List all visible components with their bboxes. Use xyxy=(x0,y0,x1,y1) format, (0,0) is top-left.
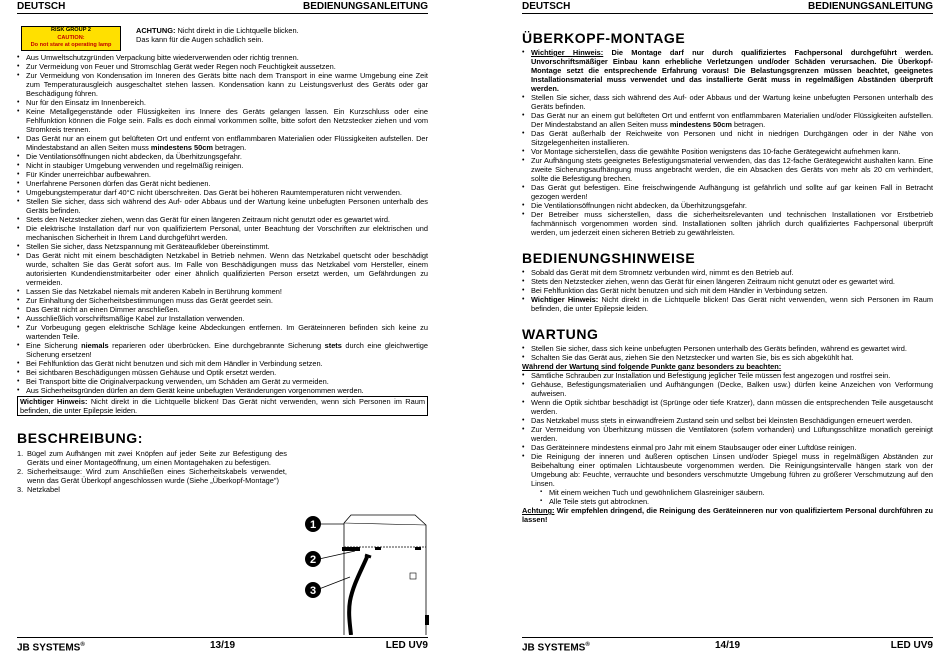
header-title: BEDIENUNGSANLEITUNG xyxy=(807,1,933,12)
item-text: Netzkabel xyxy=(27,485,60,494)
list-item: • Die Ventilationsöffnungen nicht abdecken, da Überhitzungsgefahr. xyxy=(522,201,933,210)
brand-name: JB SYSTEMS xyxy=(522,642,586,654)
list-item: • Wenn die Optik sichtbar beschädigt ist (Sprünge oder tiefe Kratzer), dann müssen die entsprechenden Teile ausgetauscht werden. xyxy=(522,398,933,416)
list-item: • Die Ventilationsöffnungen nicht abdecken, da Überhitzungsgefahr. xyxy=(17,152,428,161)
list-item xyxy=(522,295,933,313)
list-item: ▪ Mit einem weichen Tuch und gewöhnlichem Glasreiniger säubern. xyxy=(540,488,933,497)
warning-label: ACHTUNG: xyxy=(136,26,176,35)
list-item: • Nur für den Einsatz im Innenbereich. xyxy=(17,98,428,107)
section-title: BEDIENUNGSHINWEISE xyxy=(522,250,696,266)
callout-number: 1 xyxy=(309,519,317,531)
list-item xyxy=(522,111,933,129)
list-item: • Stellen Sie sicher, dass Netzspannung mit Geräteaufkleber übereinstimmt. xyxy=(17,242,428,251)
device-illustration xyxy=(319,515,429,635)
list-item: • Ausschließlich vorschriftsmäßige Kabel zur Installation verwenden. xyxy=(17,314,428,323)
registered-mark: ® xyxy=(585,642,590,648)
model-name: LED UV9 xyxy=(890,640,933,651)
page-header xyxy=(17,0,428,14)
list-item-bold: mindestens 50cm xyxy=(669,120,732,129)
page-number: 13/19 xyxy=(209,640,236,651)
section-title: ÜBERKOPF-MONTAGE xyxy=(522,30,686,46)
callout-number: 2 xyxy=(309,554,317,566)
list-item-text: Eine Sicherung xyxy=(26,341,82,350)
list-item: • Keine Metallgegenstände oder Flüssigkeiten ins Innere des Geräts gelangen lassen. Ein Kurzschluss oder eine Fehlfunktion können die Folge sein. Falls es doch einmal vorkommen sollte, bitte sofort den Netzstecker ziehen und vom Stromkreis trennen. xyxy=(17,107,428,134)
list-item: • Der Betreiber muss sicherstellen, dass die sicherheitsrelevanten und technischen Installationen vor Erstbetrieb fachmännisch vorgenommen worden sind. Installationen sollten jährlich durch qualifiziertes Fachpersonal überprüft werden, um jederzeit einen sicheren Betrieb zu gewährleisten. xyxy=(522,210,933,237)
maintenance-checklist xyxy=(522,371,933,488)
list-item: • Stellen Sie sicher, dass sich während des Auf- oder Abbaus und der Wartung keine unbefugten Personen unterhalb des Geräts befinden. xyxy=(17,197,428,215)
list-item: • Stets den Netzstecker ziehen, wenn das Gerät für einen längeren Zeitraum nicht genutzt oder es gewartet wird. xyxy=(522,277,933,286)
brand-name: JB SYSTEMS xyxy=(17,642,81,654)
list-item-bold: Die Montage darf nur durch qualifiziertes Fachpersonal durchgeführt werden. Unvorschriftsmäßiger Einbau kann erhebliche Verletzungen und/oder Schäden verursachen. Die Überkopf-Montage setzt die entsprechende Erfahrung voraus! Die Belastungsgrenzen müssen beachtet, geeignetes Installationsmaterial muss verwendet und das installierte Gerät muss in regelmäßigen Abständen überprüft werden. xyxy=(531,48,934,93)
list-item: • Unerfahrene Personen dürfen das Gerät nicht bedienen. xyxy=(17,179,428,188)
right-page xyxy=(522,0,933,654)
list-item-text: betragen. xyxy=(731,120,766,129)
list-item xyxy=(17,485,287,494)
risk-group-warning xyxy=(21,26,428,51)
cleaning-sublist xyxy=(522,488,933,506)
list-item: • Aus Sicherheitsgründen dürfen an dem Gerät keine unbefugten Veränderungen vorgenommen werden. xyxy=(17,386,428,395)
list-item: ▪ Alle Teile stets gut abtrocknen. xyxy=(540,497,933,506)
list-item-bold: niemals xyxy=(81,341,109,350)
list-item: • Sämtliche Schrauben zur Installation und Befestigung jeglicher Teile müssen fest angezogen und rostfrei sein. xyxy=(522,371,933,380)
list-item-text: Das Gerät nur an einem gut belüfteten Ort und entfernt von entflammbaren Materialien und/oder Flüssigkeiten aufstellen. Der Mindestabstand an allen Seiten muss xyxy=(531,111,933,129)
item-number: 2. xyxy=(17,467,24,476)
list-item-text: reparieren oder überbrücken. Eine durchgebrannte Sicherung xyxy=(108,341,325,350)
list-item-bold: mindestens 50cm xyxy=(150,143,213,152)
list-item: • Stellen Sie sicher, dass sich keine unbefugten Personen unterhalb des Geräts befinden, während es gewartet wird. xyxy=(522,344,933,353)
list-item: • Vor Montage sicherstellen, dass die gewählte Position wenigstens das 10-fache Gerätegewicht aufnehmen kann. xyxy=(522,147,933,156)
list-item: • Die elektrische Installation darf nur von qualifiziertem Personal, unter Beachtung der Vorschriften zur elektrischen und mechanischen Sicherheit in Ihrem Land durchgeführt werden. xyxy=(17,224,428,242)
item-text: Bügel zum Aufhängen mit zwei Knöpfen auf jeder Seite zur Befestigung des Geräts und einer Montageöffnung, um einen Montagehaken zu befestigen. xyxy=(27,449,287,467)
page-number: 14/19 xyxy=(714,640,741,651)
list-item: • Das Gerät gut befestigen. Eine freischwingende Aufhängung ist gefährlich und sollte auf gar keinen Fall in Betracht gezogen werden! xyxy=(522,183,933,201)
warning-label: Achtung: xyxy=(522,506,555,515)
callout-3 xyxy=(305,582,321,598)
mounting-list xyxy=(522,48,933,237)
warning-text: Wir empfehlen dringend, die Reinigung des Geräteinneren nur von qualifiziertem Personal durchführen zu lassen! xyxy=(522,506,933,524)
header-language: DEUTSCH xyxy=(17,1,66,12)
list-item: • Zur Einhaltung der Sicherheitsbestimmungen muss das Gerät geerdet sein. xyxy=(17,296,428,305)
description-list xyxy=(17,449,287,494)
registered-mark: ® xyxy=(80,642,85,648)
list-item: • Schalten Sie das Gerät aus, ziehen Sie den Netzstecker und warten Sie, bis es sich abgekühlt hat. xyxy=(522,353,933,362)
list-item: • Aus Umweltschutzgründen Verpackung bitte wiederverwenden oder richtig trennen. xyxy=(17,53,428,62)
callout-1 xyxy=(305,516,321,532)
page-footer xyxy=(522,637,933,652)
left-page xyxy=(17,0,428,654)
list-item: • Das Netzkabel muss stets in einwandfreiem Zustand sein und selbst bei kleinsten Beschädigungen erneuert werden. xyxy=(522,416,933,425)
list-item: • Zur Aufhängung stets geeignetes Befestigungsmaterial verwenden, das das 12-fache Gerätegewicht aushalten kann. Eine zweite Sicherungsaufhängung muss angebracht werden, die ein Absacken des Geräts von mehr als 20 cm verhindert, sollte die Befestigung brechen. xyxy=(522,156,933,183)
list-item-text: betragen. xyxy=(212,143,247,152)
warning-line: Das kann für die Augen schädlich sein. xyxy=(136,35,264,44)
item-number: 3. xyxy=(17,485,24,494)
list-item: • Das Geräteinnere mindestens einmal pro Jahr mit einem Staubsauger oder einer Luftdüse reinigen. xyxy=(522,443,933,452)
model-name: LED UV9 xyxy=(385,640,428,651)
list-item xyxy=(17,134,428,152)
list-item xyxy=(17,341,428,359)
warning-line: Nicht direkt in die Lichtquelle blicken. xyxy=(175,26,299,35)
risk-label-line: CAUTION: xyxy=(57,34,85,41)
risk-label-line: Do not stare at operating lamp xyxy=(30,42,112,48)
maintenance-subtitle: Während der Wartung sind folgende Punkte ganz besonders zu beachten: xyxy=(522,362,782,371)
safety-list xyxy=(17,53,428,395)
list-item-text: Nicht direkt in die Lichtquelle blicken! Das Gerät nicht verwenden, wenn sich Personen im Raum befinden, die unter Epilepsie leiden. xyxy=(531,295,934,313)
list-item: • Zur Vorbeugung gegen elektrische Schläge keine Abdeckungen entfernen. Im Geräteinneren befinden sich keine zu wartenden Teile. xyxy=(17,323,428,341)
list-item: • Lassen Sie das Netzkabel niemals mit anderen Kabeln in Berührung kommen! xyxy=(17,287,428,296)
operation-list xyxy=(522,268,933,313)
list-item: • Das Gerät außerhalb der Reichweite von Personen und nicht in niedrigen Durchgängen oder in der Nähe von Sitzgelegenheiten installieren. xyxy=(522,129,933,147)
list-item: • Bei Fehlfunktion das Gerät nicht benutzen und sich mit dem Händler in Verbindung setzen. xyxy=(522,286,933,295)
note-text: Nicht direkt in die Lichtquelle blicken! Das Gerät nicht verwenden, wenn sich Personen im Raum befinden, die unter Epilepsie leiden. xyxy=(20,397,426,415)
list-item: • Das Gerät nicht mit einem beschädigten Netzkabel in Betrieb nehmen. Wenn das Netzkabel quetscht oder beschädigt wurde, schalten Sie das Gerät sofort aus. Im Falle von Beschädigungen muss das Netzkabel vom Hersteller, einem autorisierten Kundendienstmitarbeiter oder einer ähnlich qualifizierten Person ersetzt werden, um Gefährdungen zu vermeiden. xyxy=(17,251,428,287)
list-item: • Zur Vermeidung von Kondensation im Inneren des Geräts bitte nach dem Transport in eine warme Umgebung eine Zeit zum Temperaturausgleich ausgeschaltet stehen lassen. Kondensation kann zu Leistungsverlust des Geräts oder gar Beschädigung führen. xyxy=(17,71,428,98)
list-item: • Zur Vermeidung von Überhitzung müssen die Ventilatoren (sofern vorhanden) und Lüftungsschlitze monatlich gereinigt werden. xyxy=(522,425,933,443)
risk-warning-text xyxy=(136,26,299,44)
list-item: • Nicht in staubiger Umgebung verwenden und regelmäßig reinigen. xyxy=(17,161,428,170)
list-item: • Gehäuse, Befestigungsmaterialien und Aufhängungen (Decke, Balken usw.) dürfen keine Anzeichen von Verformung aufweisen. xyxy=(522,380,933,398)
list-item-bold: stets xyxy=(324,341,342,350)
list-item: • Sobald das Gerät mit dem Stromnetz verbunden wird, nimmt es den Betrieb auf. xyxy=(522,268,933,277)
list-item: • Zur Vermeidung von Feuer und Stromschlag Gerät weder Regen noch Feuchtigkeit aussetzen. xyxy=(17,62,428,71)
risk-group-label xyxy=(21,26,121,51)
item-number: 1. xyxy=(17,449,24,458)
page-footer xyxy=(17,637,428,652)
page-body xyxy=(17,26,428,494)
list-item: • Bei Transport bitte die Originalverpackung verwenden, um Schäden am Gerät zu vermeiden. xyxy=(17,377,428,386)
section-title: WARTUNG xyxy=(522,326,599,342)
note-label: Wichtiger Hinweis: xyxy=(20,397,88,406)
final-warning xyxy=(522,506,933,524)
callout-2 xyxy=(305,551,321,567)
risk-label-line: RISK GROUP 2 xyxy=(51,27,91,33)
list-item: • Das Gerät nicht an einen Dimmer anschließen. xyxy=(17,305,428,314)
list-item: • Umgebungstemperatur darf 40°C nicht überschreiten. Das Gerät bei höheren Raumtemperaturen nicht verwenden. xyxy=(17,188,428,197)
list-item: • Die Reinigung der inneren und äußeren optischen Linsen und/oder Spiegel muss in regelmäßigen Abständen zur Beibehaltung einer optimalen Lichtausbeute vorgenommen werden. Die Reinigungsintervalle hängen stark von der Umgebung ab: Feuchte, verrauchte und besonders verschmutzte Umgebung führen zu größerer Verschmutzung auf den Linsen. xyxy=(522,452,933,488)
list-item-underlined: Wichtiger Hinweis: xyxy=(531,48,604,57)
list-item: • Bei Fehlfunktion das Gerät nicht benutzen und sich mit dem Händler in Verbindung setzen. xyxy=(17,359,428,368)
list-item-text: Das Gerät nur an einem gut belüfteten Ort und entfernt von entflammbaren Materialien oder Flüssigkeiten aufstellen. Der Mindestabstand an allen Seiten muss xyxy=(26,134,428,152)
list-item xyxy=(17,449,287,467)
page-body xyxy=(522,30,933,524)
header-title: BEDIENUNGSANLEITUNG xyxy=(302,1,428,12)
item-text: Sicherheitsauge: Wird zum Anschließen eines Sicherheitskabels verwendet, wenn das Gerät Überkopf angeschlossen wurde (Siehe „Überkopf-Montage") xyxy=(27,467,287,485)
list-item: • Bei sichtbaren Beschädigungen müssen Gehäuse und Optik ersetzt werden. xyxy=(17,368,428,377)
section-title: BESCHREIBUNG: xyxy=(17,430,144,446)
list-item-text: durch eine gleichwertige Sicherung ersetzen! xyxy=(26,341,428,359)
list-item: • Stets den Netzstecker ziehen, wenn das Gerät für einen längeren Zeitraum nicht genutzt oder es gewartet wird. xyxy=(17,215,428,224)
list-item: • Stellen Sie sicher, dass sich während des Auf- oder Abbaus und der Wartung keine unbefugten Personen unterhalb des Geräts befinden. xyxy=(522,93,933,111)
list-item: • Für Kinder unerreichbar aufbewahren. xyxy=(17,170,428,179)
header-language: DEUTSCH xyxy=(522,1,571,12)
list-item-bold: Wichtiger Hinweis: xyxy=(531,295,599,304)
maintenance-list xyxy=(522,344,933,362)
device-figure xyxy=(295,511,430,635)
list-item xyxy=(522,48,933,93)
list-item xyxy=(17,467,287,485)
page-header xyxy=(522,0,933,14)
callout-number: 3 xyxy=(309,585,317,597)
important-note xyxy=(17,396,428,416)
